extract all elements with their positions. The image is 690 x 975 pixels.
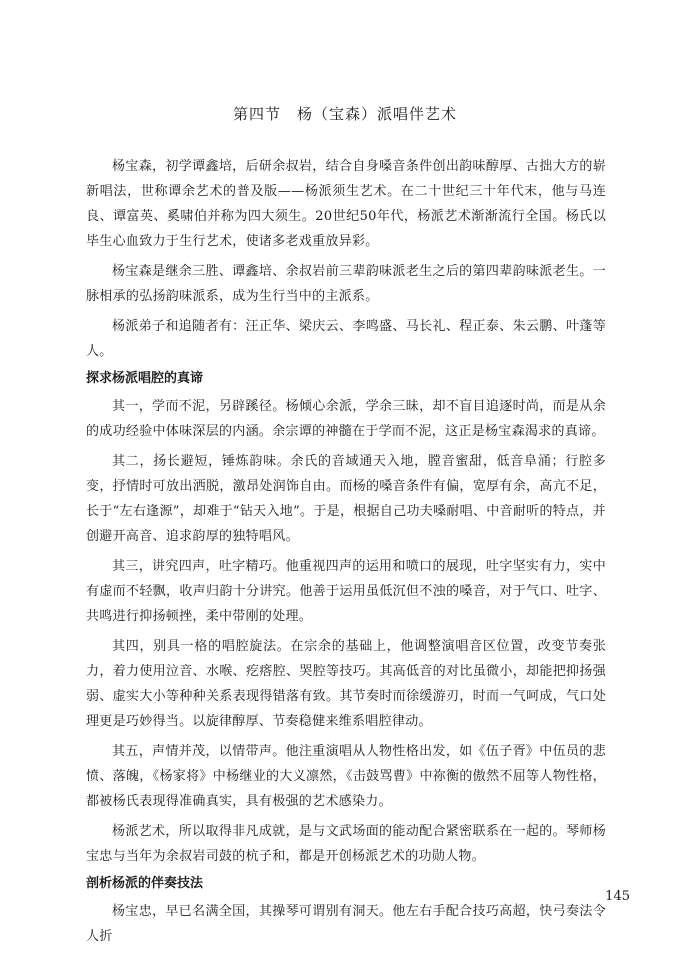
paragraph-singing-6: 杨派艺术，所以取得非凡成就，是与文武场面的能动配合紧密联系在一起的。琴师杨宝忠与当年为余叔岩司鼓的杭子和，都是开创杨派艺术的功勋人物。 <box>86 824 606 864</box>
paragraph-singing-4: 其四，别具一格的唱腔旋法。在宗余的基础上，他调整演唱音区位置，改变节奏张力，着力使用泣音、水喉、疙瘩腔、哭腔等技巧。其高低音的对比虽微小，却能把抑扬强弱、虚实大小等种种关系表现得错落有致。其节奏时而徐缓游刃，时而一气呵成，气口处理更是巧妙得当。以旋律醇厚、节奏稳健来维系唱腔律动。 <box>86 639 606 729</box>
paragraph-singing-2: 其二，扬长避短，锤炼韵味。余氏的音域通天入地，膛音蜜甜，低音阜涌；行腔多变，抒情时可放出洒脱，激昂处润饰自由。而杨的嗓音条件有偏，宽厚有余，高亢不足，长于“左右逢源”，却难于“钻天入地”。于是，根据自己功夫嗓耐唱、中音耐听的特点，并创避开高音、追求韵厚的独特唱风。 <box>86 454 606 544</box>
paragraph-singing-5: 其五，声情并茂，以情带声。他注重演唱从人物性格出发，如《伍子胥》中伍员的悲愤、落魄，《杨家将》中杨继业的大义凛然，《击鼓骂曹》中祢衡的傲然不屈等人物性格，都被杨氏表现得准确真实，具有极强的艺术感染力。 <box>86 744 606 809</box>
section-title: 第四节 杨（宝森）派唱伴艺术 <box>232 105 457 123</box>
paragraph-accompaniment-1: 杨宝忠，早已名满全国，其操琴可谓别有洞天。他左右手配合技巧高超，快弓奏法令人折 <box>86 904 606 944</box>
paragraph-intro-2: 杨宝森是继余三胜、谭鑫培、余叔岩前三辈韵味派老生之后的第四辈韵味派老生。一脉相承的弘扬韵味派系，成为生行当中的主派系。 <box>86 264 606 304</box>
subheading-singing: 探求杨派唱腔的真谛 <box>86 371 204 386</box>
paragraph-singing-3: 其三，讲究四声，吐字精巧。他重视四声的运用和喷口的展现，吐字坚实有力，实中有虚而不轻飘，收声归韵十分讲究。他善于运用虽低沉但不浊的嗓音，对于气口、吐字、共鸣进行抑扬顿挫，柔中带刚的处理。 <box>86 559 606 624</box>
body-text <box>86 154 606 949</box>
paragraph-intro-1: 杨宝森，初学谭鑫培，后研余叔岩，结合自身嗓音条件创出韵味醇厚、古拙大方的崭新唱法，世称谭余艺术的普及版——杨派须生艺术。在二十世纪三十年代末，他与马连良、谭富英、奚啸伯并称为四大须生。20世纪50年代，杨派艺术渐渐流行全国。杨氏以毕生心血致力于生行艺术，使诸多老戏重放异彩。 <box>86 159 606 249</box>
subheading-accompaniment: 剖析杨派的伴奏技法 <box>86 876 204 891</box>
paragraph-intro-3: 杨派弟子和追随者有：汪正华、梁庆云、李鸣盛、马长礼、程正泰、朱云鹏、叶蓬等人。 <box>86 319 606 359</box>
paragraph-singing-1: 其一，学而不泥，另辟蹊径。杨倾心余派，学余三昧，却不盲目追逐时尚，而是从余的成功经验中体味深层的内涵。余宗谭的神髓在于学而不泥，这正是杨宝森渴求的真谛。 <box>86 399 606 439</box>
page-number: 145 <box>605 889 630 904</box>
